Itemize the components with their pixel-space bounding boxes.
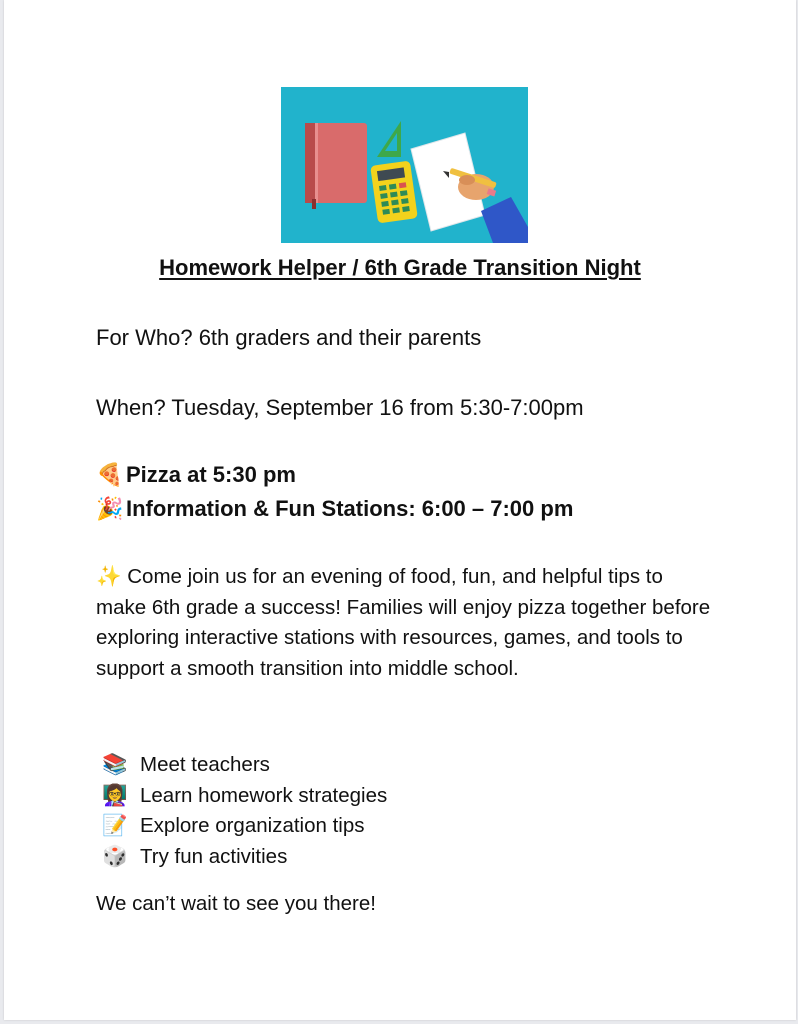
- teacher-icon: 👩‍🏫: [102, 783, 128, 807]
- list-item-text: Try fun activities: [140, 844, 288, 868]
- book-icon: [305, 123, 367, 209]
- party-popper-icon: 🎉: [96, 496, 124, 521]
- books-icon: 📚: [102, 753, 128, 776]
- schedule-stations: [96, 496, 573, 522]
- sparkles-icon: ✨: [96, 565, 122, 588]
- schedule-pizza-text: Pizza at 5:30 pm: [126, 462, 296, 487]
- memo-icon: 📝: [102, 814, 128, 837]
- school-supplies-illustration: [281, 87, 528, 243]
- for-who-line: For Who? 6th graders and their parents: [96, 325, 482, 350]
- when-line: When? Tuesday, September 16 from 5:30-7:00pm: [96, 395, 584, 420]
- calculator-icon: [370, 160, 418, 223]
- list-item: [102, 750, 387, 781]
- activities-list: [102, 750, 387, 872]
- list-item-text: Meet teachers: [140, 753, 270, 776]
- flyer-page: [4, 0, 796, 1020]
- list-item: [102, 811, 387, 842]
- list-item-text: Learn homework strategies: [140, 783, 388, 807]
- list-item: [102, 842, 387, 873]
- schedule-pizza: [96, 462, 296, 488]
- closing-line: We can’t wait to see you there!: [96, 892, 376, 915]
- pizza-icon: 🍕: [96, 462, 124, 487]
- intro-paragraph: [96, 562, 716, 684]
- intro-text: Come join us for an evening of food, fun, and helpful tips to make 6th grade a success! Families will enjoy pizza together before exploring interactive stations with resources, games, and tools to support a smooth transition into middle school.: [96, 565, 711, 680]
- list-item: [102, 781, 387, 812]
- flyer-title: Homework Helper / 6th Grade Transition Night: [159, 255, 641, 280]
- list-item-text: Explore organization tips: [140, 814, 365, 837]
- schedule-stations-text: Information & Fun Stations: 6:00 – 7:00 pm: [126, 496, 574, 521]
- dice-icon: 🎲: [102, 844, 128, 868]
